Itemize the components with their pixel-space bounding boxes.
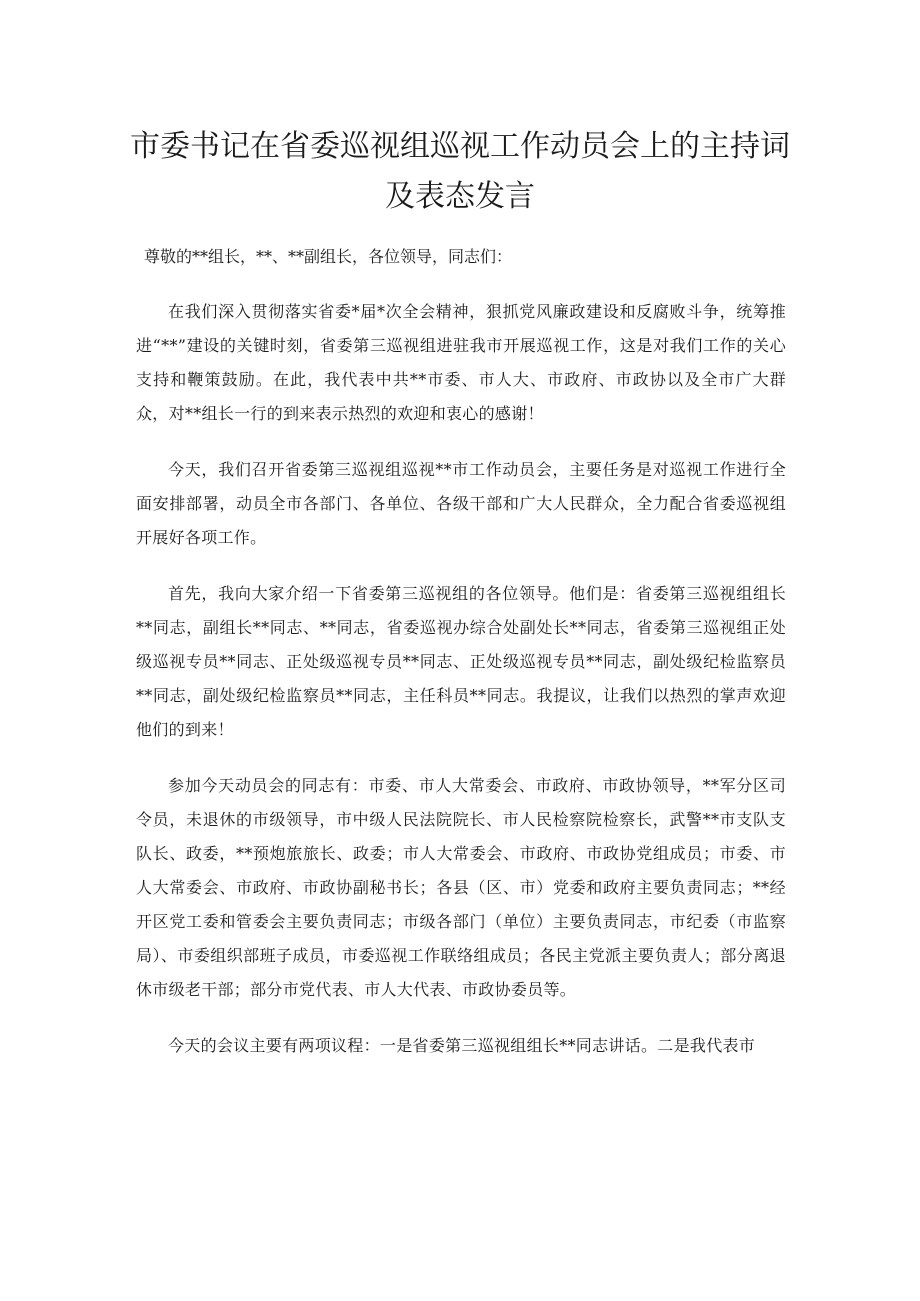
salutation: 尊敬的**组长，**、**副组长，各位领导，同志们： bbox=[144, 247, 513, 266]
document-body bbox=[136, 243, 786, 1085]
paragraph: 今天的会议主要有两项议程：一是省委第三巡视组组长**同志讲话。二是我代表市 bbox=[168, 1036, 756, 1055]
paragraph: 首先，我向大家介绍一下省委第三巡视组的各位领导。他们是：省委第三巡视组组长**同志，副组长**同志、**同志，省委巡视办综合处副处长**同志，省委第三巡视组正处级巡视专员**同志、正处级巡视专员**同志、正处级巡视专员**同志，副处级纪检监察员**同志，副处级纪检监察员**同志，主任科员**同志。我提议，让我们以热烈的掌声欢迎他们的到来！ bbox=[136, 584, 786, 739]
document-title: 市委书记在省委巡视组巡视工作动员会上的主持词及表态发言 bbox=[130, 129, 790, 214]
paragraph: 今天，我们召开省委第三巡视组巡视**市工作动员会，主要任务是对巡视工作进行全面安排部署，动员全市各部门、各单位、各级干部和广大人民群众，全力配合省委巡视组开展好各项工作。 bbox=[136, 460, 786, 547]
paragraph: 在我们深入贯彻落实省委*届*次全会精神，狠抓党风廉政建设和反腐败斗争，统筹推进“**”建设的关键时刻，省委第三巡视组进驻我市开展巡视工作，这是对我们工作的关心支持和鞭策鼓励。在此，我代表中共**市委、市人大、市政府、市政协以及全市广大群众，对**组长一行的到来表示热烈的欢迎和衷心的感谢！ bbox=[136, 302, 786, 423]
paragraph: 参加今天动员会的同志有：市委、市人大常委会、市政府、市政协领导，**军分区司令员，未退休的市级领导，市中级人民法院院长、市人民检察院检察长，武警**市支队支队长、政委，**预炮旅旅长、政委；市人大常委会、市政府、市政协党组成员；市委、市人大常委会、市政府、市政协副秘书长；各县（区、市）党委和政府主要负责同志；**经开区党工委和管委会主要负责同志；市级各部门（单位）主要负责同志，市纪委（市监察局）、市委组织部班子成员，市委巡视工作联络组成员；各民主党派主要负责人；部分离退休市级老干部；部分市党代表、市人大代表、市政协委员等。 bbox=[136, 776, 786, 999]
